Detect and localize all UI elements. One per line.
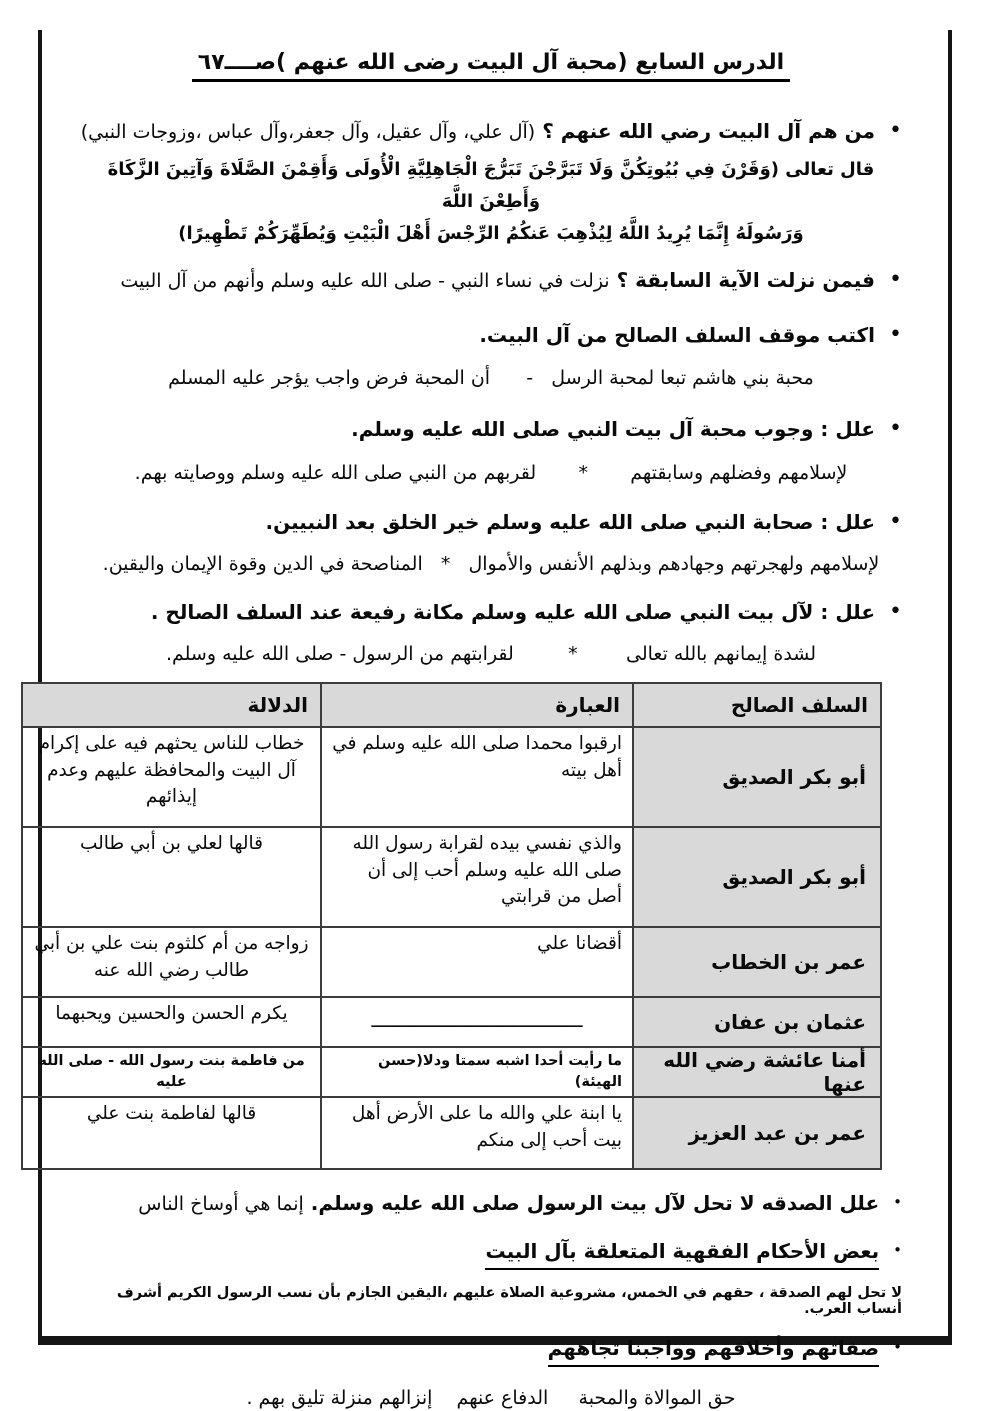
question-salaf-position bbox=[80, 322, 902, 349]
bullet-icon: • bbox=[889, 599, 902, 625]
salaf-name-cell: أبو بكر الصديق bbox=[633, 827, 881, 927]
question-text bbox=[81, 118, 875, 146]
salaf-sayings-table bbox=[21, 682, 882, 1170]
answer-high-status: لشدة إيمانهم بالله تعالى * لقرابتهم من الرسول - صلى الله عليه وسلم. bbox=[80, 641, 902, 668]
salaf-name-cell: عمر بن الخطاب bbox=[633, 927, 881, 997]
heading-text: بعض الأحكام الفقهية المتعلقة بآل البيت bbox=[485, 1238, 879, 1270]
answer-why-love-ahl-albayt: لإسلامهم وفضلهم وسابقتهم * لقربهم من النبي صلى الله عليه وسلم ووصايته بهم. bbox=[80, 460, 902, 487]
header-meaning: الدلالة bbox=[22, 683, 321, 727]
note-rest: إنما هي أوساخ الناس bbox=[138, 1193, 304, 1215]
question-verse-revealed-about bbox=[80, 267, 902, 295]
heading-text: صفاتهم وأخلاقهم وواجبنا تجاههم bbox=[548, 1335, 880, 1367]
phrase-cell: والذي نفسي بيده لقرابة رسول الله صلى الله عليه وسلم أحب إلى أن أصل من قرابتي bbox=[321, 827, 633, 927]
bullet-icon: • bbox=[889, 509, 902, 535]
answer-salaf-position: محبة بني هاشم تبعا لمحبة الرسل - أن المحبة فرض واجب يؤجر عليه المسلم bbox=[80, 365, 902, 392]
bullet-icon: • bbox=[889, 118, 902, 144]
phrase-cell: أقضانا علي bbox=[321, 927, 633, 997]
title-row bbox=[80, 50, 902, 82]
heading-their-qualities bbox=[80, 1335, 902, 1367]
phrase-cell: ما رأيت أحدا اشبه سمتا ودلا(حسن الهيئة) bbox=[321, 1047, 633, 1097]
question-answer-inline: نزلت في نساء النبي - صلى الله عليه وسلم وأنهم من آل البيت bbox=[120, 270, 609, 292]
bullet-icon: • bbox=[893, 1338, 902, 1356]
header-phrase: العبارة bbox=[321, 683, 633, 727]
phrase-cell: ارقبوا محمدا صلى الله عليه وسلم في أهل بيته bbox=[321, 727, 633, 827]
meaning-cell: يكرم الحسن والحسين ويحبهما bbox=[22, 997, 321, 1047]
page-content bbox=[42, 30, 948, 1411]
page-frame bbox=[38, 30, 952, 1345]
table-row bbox=[22, 1047, 881, 1097]
table-row bbox=[22, 997, 881, 1047]
header-salaf: السلف الصالح bbox=[633, 683, 881, 727]
bullet-icon: • bbox=[893, 1241, 902, 1259]
question-bold: علل : وجوب محبة آل بيت النبي صلى الله عليه وسلم. bbox=[351, 416, 875, 443]
fiqh-rulings-body: لا تحل لهم الصدقة ، حقهم في الخمس، مشروعية الصلاة عليهم ،اليقين الجازم بأن نسب الرسول الكريم أشرف أنساب العرب. bbox=[80, 1285, 902, 1317]
table-header-row bbox=[22, 683, 881, 727]
answer-companions-best: لإسلامهم ولهجرتهم وجهادهم وبذلهم الأنفس والأموال * المناصحة في الدين وقوة الإيمان واليقين. bbox=[80, 551, 902, 578]
salaf-name-cell: أبو بكر الصديق bbox=[633, 727, 881, 827]
quran-verse-line-1: قال تعالى (وَقَرْنَ فِي بُيُوتِكُنَّ وَلَا تَبَرَّجْنَ تَبَرُّجَ الْجَاهِلِيَّةِ الْأُولَى وَأَقِمْنَ الصَّلَاةَ وَآتِينَ الزَّكَاةَ وَأَطِعْنَ اللَّهَ bbox=[80, 154, 902, 219]
meaning-cell: زواجه من أم كلثوم بنت علي بن أبي طالب رضي الله عنه bbox=[22, 927, 321, 997]
salaf-name-cell: أمنا عائشة رضي الله عنها bbox=[633, 1047, 881, 1097]
salaf-name-cell: عمر بن عبد العزيز bbox=[633, 1097, 881, 1169]
bullet-icon: • bbox=[893, 1193, 902, 1211]
table-row bbox=[22, 727, 881, 827]
table-row bbox=[22, 1097, 881, 1169]
question-who-are-ahl-albayt bbox=[80, 118, 902, 146]
note-text bbox=[138, 1190, 879, 1218]
bullet-icon: • bbox=[889, 322, 902, 348]
their-qualities-body: حق الموالاة والمحبة الدفاع عنهم إنزالهم منزلة تليق بهم . bbox=[80, 1385, 902, 1411]
phrase-cell: يا ابنة علي والله ما على الأرض أهل بيت أحب إلى منكم bbox=[321, 1097, 633, 1169]
question-companions-best bbox=[80, 509, 902, 536]
meaning-cell: خطاب للناس يحثهم فيه على إكرام آل البيت والمحافظة عليهم وعدم إيذائهم bbox=[22, 727, 321, 827]
question-high-status bbox=[80, 599, 902, 626]
phrase-cell-empty-line: ــــــــــــــــــــــــــــــــــــــــ bbox=[321, 997, 633, 1047]
meaning-cell: قالها لفاطمة بنت علي bbox=[22, 1097, 321, 1169]
question-text bbox=[120, 267, 875, 295]
bullet-icon: • bbox=[889, 416, 902, 442]
quran-verse-line-2: وَرَسُولَهُ إِنَّمَا يُرِيدُ اللَّهُ لِيُذْهِبَ عَنكُمُ الرِّجْسَ أَهْلَ الْبَيْتِ وَيُطَهِّرَكُمْ تَطْهِيرًا) bbox=[80, 218, 902, 250]
question-bold: فيمن نزلت الآية السابقة ؟ bbox=[617, 268, 875, 292]
lesson-title: الدرس السابع (محبة آل البيت رضى الله عنهم )صــــ٦٧ bbox=[192, 50, 790, 82]
bullet-icon: • bbox=[889, 267, 902, 293]
question-why-love-ahl-albayt bbox=[80, 416, 902, 443]
meaning-cell: قالها لعلي بن أبي طالب bbox=[22, 827, 321, 927]
table-row bbox=[22, 927, 881, 997]
note-charity-not-permitted bbox=[80, 1190, 902, 1218]
heading-fiqh-rulings bbox=[80, 1238, 902, 1270]
meaning-cell: من فاطمة بنت رسول الله - صلى الله عليه bbox=[22, 1047, 321, 1097]
table-row bbox=[22, 827, 881, 927]
salaf-name-cell: عثمان بن عفان bbox=[633, 997, 881, 1047]
question-bold: علل : لآل بيت النبي صلى الله عليه وسلم مكانة رفيعة عند السلف الصالح . bbox=[151, 599, 875, 626]
question-answer-inline: (آل علي، وآل عقيل، وآل جعفر،وآل عباس ،وزوجات النبي) bbox=[81, 121, 535, 143]
question-bold: اكتب موقف السلف الصالح من آل البيت. bbox=[479, 322, 875, 349]
question-bold: علل : صحابة النبي صلى الله عليه وسلم خير الخلق بعد النبيين. bbox=[266, 509, 876, 536]
question-bold: من هم آل البيت رضي الله عنهم ؟ bbox=[542, 119, 875, 143]
note-bold: علل الصدقه لا تحل لآل بيت الرسول صلى الله عليه وسلم. bbox=[311, 1191, 879, 1215]
